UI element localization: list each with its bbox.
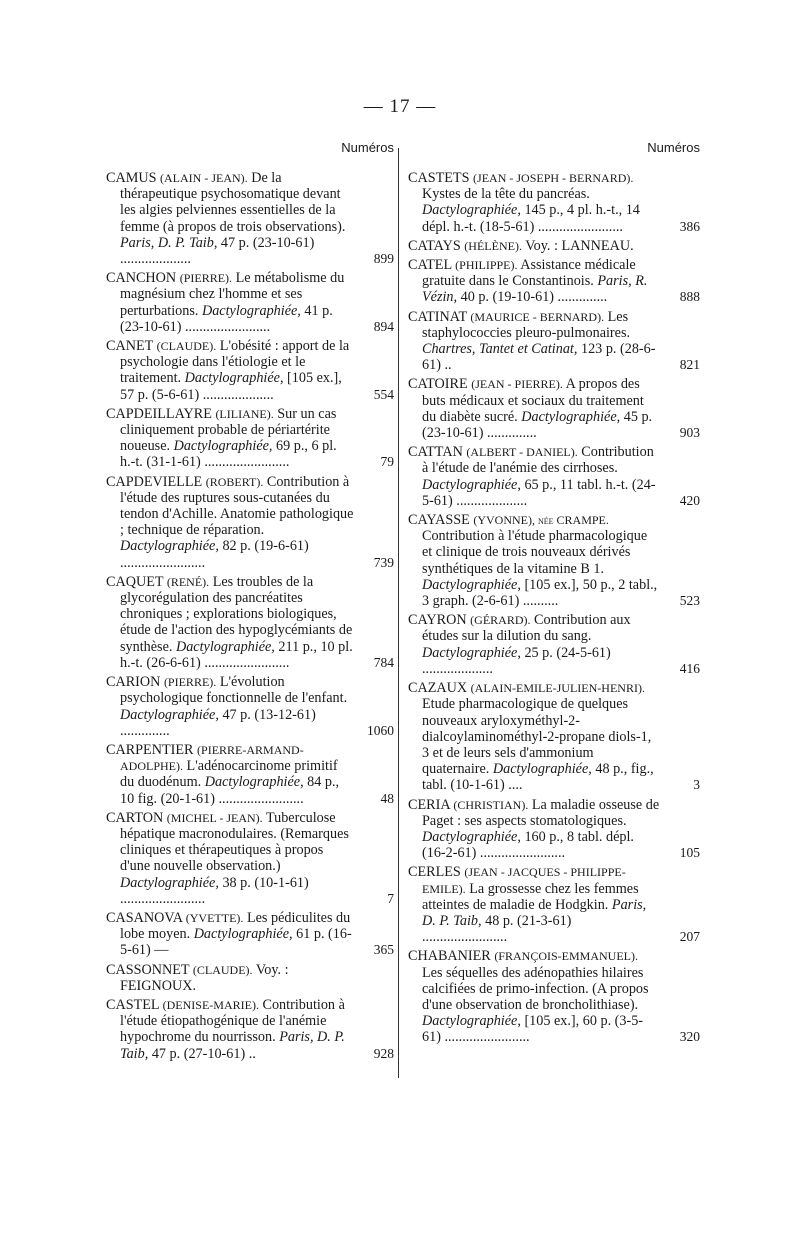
- author-surname: CHABANIER: [408, 948, 491, 965]
- thesis-title: De la thérapeutique psychosomatique devant les algies pelviennes essentielles de la femme (à propos de trois observations).: [120, 170, 346, 235]
- thesis-title: Kystes de la tête du pancréas.: [422, 186, 590, 203]
- thesis-title: Les séquelles des adénopathies hilaires calcifiées de primo-infection. (A propos d'une observation de broncholithiase).: [422, 964, 649, 1013]
- bibliography-entry: [408, 444, 700, 509]
- bibliography-entry: [106, 962, 394, 994]
- publisher: Paris, D. P. Taib,: [120, 234, 218, 251]
- thesis-title: Voy. : FEIGNOUX.: [120, 961, 289, 994]
- publisher: Dactylographiée,: [422, 202, 521, 219]
- publication-details: 48 p. (21-3-61) ........................: [422, 912, 572, 946]
- publisher: Dactylographiée,: [204, 774, 304, 791]
- entry-number: 386: [679, 218, 700, 234]
- thesis-title: Les staphylococcies pleuro-pulmonaires.: [422, 308, 631, 341]
- entry-number: 365: [373, 942, 394, 958]
- author-surname: CANCHON: [106, 270, 177, 287]
- publisher: Paris, R. Vézin,: [422, 273, 648, 306]
- publisher: Dactylographiée,: [492, 761, 592, 778]
- publisher: Dactylographiée,: [422, 476, 521, 493]
- bibliography-entry: [106, 742, 394, 807]
- publication-details: 69 p., 6 pl. h.-t. (31-1-61) ........................: [120, 438, 337, 471]
- bibliography-entry: [106, 997, 394, 1062]
- author-given-names: (YVONNE), née CRAMPE.: [473, 513, 609, 528]
- author-given-names: (LILIANE).: [215, 406, 274, 421]
- publisher: Dactylographiée,: [120, 538, 219, 555]
- bibliography-entry: [106, 474, 394, 571]
- entry-number: 554: [373, 386, 394, 402]
- author-surname: CAMUS: [106, 170, 157, 186]
- author-surname: CAPDEVIELLE: [106, 473, 203, 490]
- author-given-names: (JEAN - JACQUES - PHILIPPE-EMILE).: [422, 865, 626, 896]
- author-surname: CASANOVA: [106, 909, 183, 926]
- publication-details: 40 p. (19-10-61) ..............: [460, 289, 608, 306]
- author-given-names: (JEAN - JOSEPH - BERNARD).: [473, 171, 634, 185]
- page-number: — 17 —: [363, 96, 437, 117]
- publication-details: 84 p., 10 fig. (20-1-61) ........................: [120, 774, 340, 807]
- entry-number: 784: [373, 654, 394, 670]
- publisher: Dactylographiée,: [184, 370, 284, 387]
- entry-number: 48: [380, 790, 394, 806]
- entry-number: 105: [679, 845, 700, 861]
- bibliography-entry: [408, 948, 700, 1045]
- bibliography-entry: [106, 574, 394, 671]
- publisher: Dactylographiée,: [422, 576, 521, 593]
- thesis-title: Etude pharmacologique de quelques nouveaux aryloxyméthyl-2-dialcoylaminométhyl-2-propane diols-1, 3 et de leurs sels d'ammonium quaternaire.: [422, 696, 652, 778]
- entry-number: 894: [373, 318, 394, 334]
- thesis-title: Assistance médicale gratuite dans le Constantinois.: [422, 257, 636, 290]
- thesis-title: Le métabolisme du magnésium chez l'homme et ses perturbations.: [120, 270, 345, 319]
- bibliography-entry: [106, 170, 394, 267]
- author-given-names: (PIERRE).: [179, 271, 233, 286]
- publisher: Dactylographiée,: [173, 438, 273, 455]
- author-given-names: (GÉRARD).: [470, 613, 531, 628]
- author-given-names: (PIERRE).: [163, 675, 217, 690]
- author-given-names: (PHILIPPE).: [455, 258, 518, 273]
- author-surname: CANET: [106, 338, 154, 355]
- thesis-title: Les troubles de la glycorégulation des pancréatites chroniques ; explorations biologiques, étude de l'action des hypoglycémiants de synthèse.: [120, 573, 353, 655]
- thesis-title: Les pédiculites du lobe moyen.: [120, 909, 351, 943]
- bibliography-entry: [408, 680, 700, 793]
- author-surname: CERLES: [408, 864, 461, 881]
- author-given-names: (ALBERT - DANIEL).: [466, 445, 578, 460]
- publication-details: 211 p., 10 pl. h.-t. (26-6-61) ........................: [120, 638, 353, 671]
- publication-details: 160 p., 8 tabl. dépl. (16-2-61) ........................: [422, 828, 634, 862]
- bibliography-entry: [408, 864, 700, 945]
- bibliography-entry: [408, 512, 700, 609]
- thesis-title: Voy. : LANNEAU.: [525, 237, 634, 254]
- entry-number: 3: [693, 777, 700, 793]
- bibliography-entry: [106, 338, 394, 403]
- left-column: [106, 140, 394, 1065]
- author-surname: CATTAN: [408, 444, 463, 461]
- entry-number: 7: [387, 890, 394, 906]
- author-surname: CAYRON: [408, 612, 467, 629]
- publication-details: 25 p. (24-5-61) ....................: [422, 644, 611, 677]
- author-surname: CAZAUX: [408, 680, 468, 697]
- entry-number: 320: [679, 1029, 700, 1045]
- author-surname: CAYASSE: [408, 512, 470, 529]
- bibliography-entry: [408, 170, 700, 235]
- bibliography-entry: [408, 257, 700, 306]
- thesis-title: Contribution à l'étude pharmacologique et clinique de trois nouveaux dérivés synthétiques de la vitamine B 1.: [422, 528, 648, 577]
- publisher: Dactylographiée,: [422, 1013, 521, 1030]
- author-surname: CARPENTIER: [106, 741, 194, 758]
- publisher: Dactylographiée,: [201, 302, 301, 319]
- thesis-title: La maladie osseuse de Paget : ses aspects stomatologiques.: [422, 796, 660, 829]
- publication-details: [105 ex.], 50 p., 2 tabl., 3 graph. (2-6-61) ..........: [422, 576, 658, 610]
- bibliography-entry: [408, 309, 700, 374]
- right-column: [408, 140, 700, 1049]
- author-given-names: (PIERRE-ARMAND-ADOLPHE).: [120, 742, 304, 774]
- entry-number: 79: [380, 454, 394, 470]
- author-surname: CARION: [106, 674, 161, 691]
- author-given-names: (MAURICE - BERNARD).: [470, 309, 605, 324]
- publisher: Dactylographiée,: [422, 828, 521, 845]
- publication-details: 48 p., fig., tabl. (10-1-61) ....: [422, 761, 654, 794]
- publisher: Dactylographiée,: [120, 706, 219, 723]
- author-surname: CASSONNET: [106, 961, 190, 978]
- bibliography-entry: [106, 810, 394, 907]
- publication-details: 47 p. (13-12-61) ..............: [120, 706, 316, 739]
- thesis-title: L'adénocarcinome primitif du duodénum.: [120, 758, 338, 791]
- publisher: Paris, D. P. Taib,: [120, 1029, 345, 1062]
- author-given-names: (HÉLÈNE).: [464, 238, 522, 253]
- column-divider: [398, 148, 399, 1078]
- publication-details: 47 p. (27-10-61) ..: [151, 1045, 256, 1062]
- author-given-names: (MICHEL - JEAN).: [166, 810, 263, 825]
- author-given-names: (CLAUDE).: [156, 339, 217, 354]
- publication-details: 47 p. (23-10-61) ....................: [120, 234, 315, 268]
- author-surname: CATAYS: [408, 237, 461, 254]
- publisher: Chartres, Tantet et Catinat,: [422, 341, 578, 358]
- author-given-names: (DENISE-MARIE).: [162, 997, 259, 1012]
- author-given-names: (CHRISTIAN).: [453, 797, 529, 812]
- publication-details: 61 p. (16-5-61) —: [120, 926, 352, 959]
- author-surname: CASTETS: [408, 170, 470, 186]
- column-header-left: Numéros: [341, 140, 394, 155]
- publication-details: 45 p. (23-10-61) ..............: [422, 408, 653, 442]
- entry-number: 1060: [367, 722, 394, 738]
- author-given-names: (ALAIN - JEAN).: [160, 171, 248, 185]
- thesis-title: Tuberculose hépatique macronodulaires. (Remarques cliniques et thérapeutiques à propos d'une nouvelle observation.): [120, 809, 349, 875]
- author-surname: CAQUET: [106, 573, 164, 590]
- bibliography-entry: [408, 797, 700, 862]
- author-given-names: (FRANÇOIS-EMMANUEL).: [494, 949, 638, 964]
- right-entry-list: [408, 170, 700, 1046]
- entry-number: 899: [373, 251, 394, 267]
- publication-details: 41 p. (23-10-61) ........................: [120, 302, 333, 335]
- author-surname: CATEL: [408, 257, 452, 274]
- bibliography-entry: [106, 406, 394, 471]
- entry-number: 739: [373, 554, 394, 570]
- author-surname: CATOIRE: [408, 376, 468, 393]
- bibliography-entry: [106, 270, 394, 335]
- left-entry-list: [106, 170, 394, 1062]
- author-given-names: (JEAN - PIERRE).: [471, 377, 563, 392]
- entry-number: 888: [679, 289, 700, 305]
- author-surname: CARTON: [106, 809, 164, 826]
- publisher: Dactylographiée,: [120, 874, 219, 891]
- thesis-title: L'évolution psychologique fonctionnelle de l'enfant.: [120, 674, 348, 707]
- author-surname: CERIA: [408, 796, 450, 813]
- publisher: Dactylographiée,: [193, 926, 293, 943]
- entry-number: 523: [679, 593, 700, 609]
- publication-details: 38 p. (10-1-61) ........................: [120, 874, 309, 907]
- entry-number: 207: [679, 929, 700, 945]
- publication-details: 123 p. (28-6-61) ..: [422, 341, 656, 374]
- thesis-title: Contribution aux études sur la dilution du sang.: [422, 612, 631, 645]
- publisher: Dactylographiée,: [422, 644, 521, 661]
- bibliography-entry: [408, 238, 700, 254]
- thesis-title: L'obésité : apport de la psychologie dans l'étiologie et le traitement.: [120, 338, 350, 387]
- bibliography-entry: [106, 910, 394, 959]
- thesis-title: Contribution à l'étude étiopathogénique de l'anémie hypochrome du nourrisson.: [120, 996, 345, 1046]
- publication-details: 65 p., 11 tabl. h.-t. (24-5-61) ....................: [422, 476, 656, 509]
- entry-number: 903: [679, 425, 700, 441]
- bibliography-entry: [106, 674, 394, 739]
- author-given-names: (YVETTE).: [185, 910, 244, 925]
- author-surname: CASTEL: [106, 996, 160, 1013]
- author-surname: CATINAT: [408, 308, 467, 325]
- publisher: Dactylographiée,: [521, 408, 621, 425]
- author-given-names: (CLAUDE).: [192, 962, 253, 977]
- entry-number: 928: [373, 1045, 394, 1061]
- thesis-title: La grossesse chez les femmes atteintes de maladie de Hodgkin.: [422, 880, 639, 913]
- bibliography-entry: [408, 612, 700, 677]
- author-surname: CAPDEILLAYRE: [106, 405, 212, 422]
- thesis-title: Sur un cas cliniquement probable de périartérite noueuse.: [120, 405, 337, 455]
- publication-details: [105 ex.], 60 p. (3-5-61) ........................: [422, 1013, 644, 1046]
- entry-number: 821: [679, 357, 700, 373]
- author-given-names: (ALAIN-EMILE-JULIEN-HENRI).: [470, 681, 645, 696]
- entry-number: 420: [679, 492, 700, 508]
- publication-details: 82 p. (19-6-61) ........................: [120, 538, 309, 571]
- thesis-title: A propos des buts médicaux et sociaux du traitement du diabète sucré.: [422, 376, 644, 425]
- thesis-title: Contribution à l'étude des ruptures sous-cutanées du tendon d'Achille. Anatomie pathologique ; technique de réparation.: [120, 473, 354, 539]
- bibliography-entry: [408, 376, 700, 441]
- publication-details: [105 ex.], 57 p. (5-6-61) ....................: [120, 370, 342, 403]
- publisher: Dactylographiée,: [175, 638, 275, 655]
- author-given-names: (ROBERT).: [205, 474, 264, 489]
- thesis-title: Contribution à l'étude de l'anémie des cirrhoses.: [422, 444, 654, 477]
- column-header-right: Numéros: [647, 140, 700, 155]
- publisher: Paris, D. P. Taib,: [422, 896, 647, 929]
- publication-details: 145 p., 4 pl. h.-t., 14 dépl. h.-t. (18-5-61) ........................: [422, 202, 640, 235]
- entry-number: 416: [679, 660, 700, 676]
- author-given-names: (RENÉ).: [166, 574, 210, 589]
